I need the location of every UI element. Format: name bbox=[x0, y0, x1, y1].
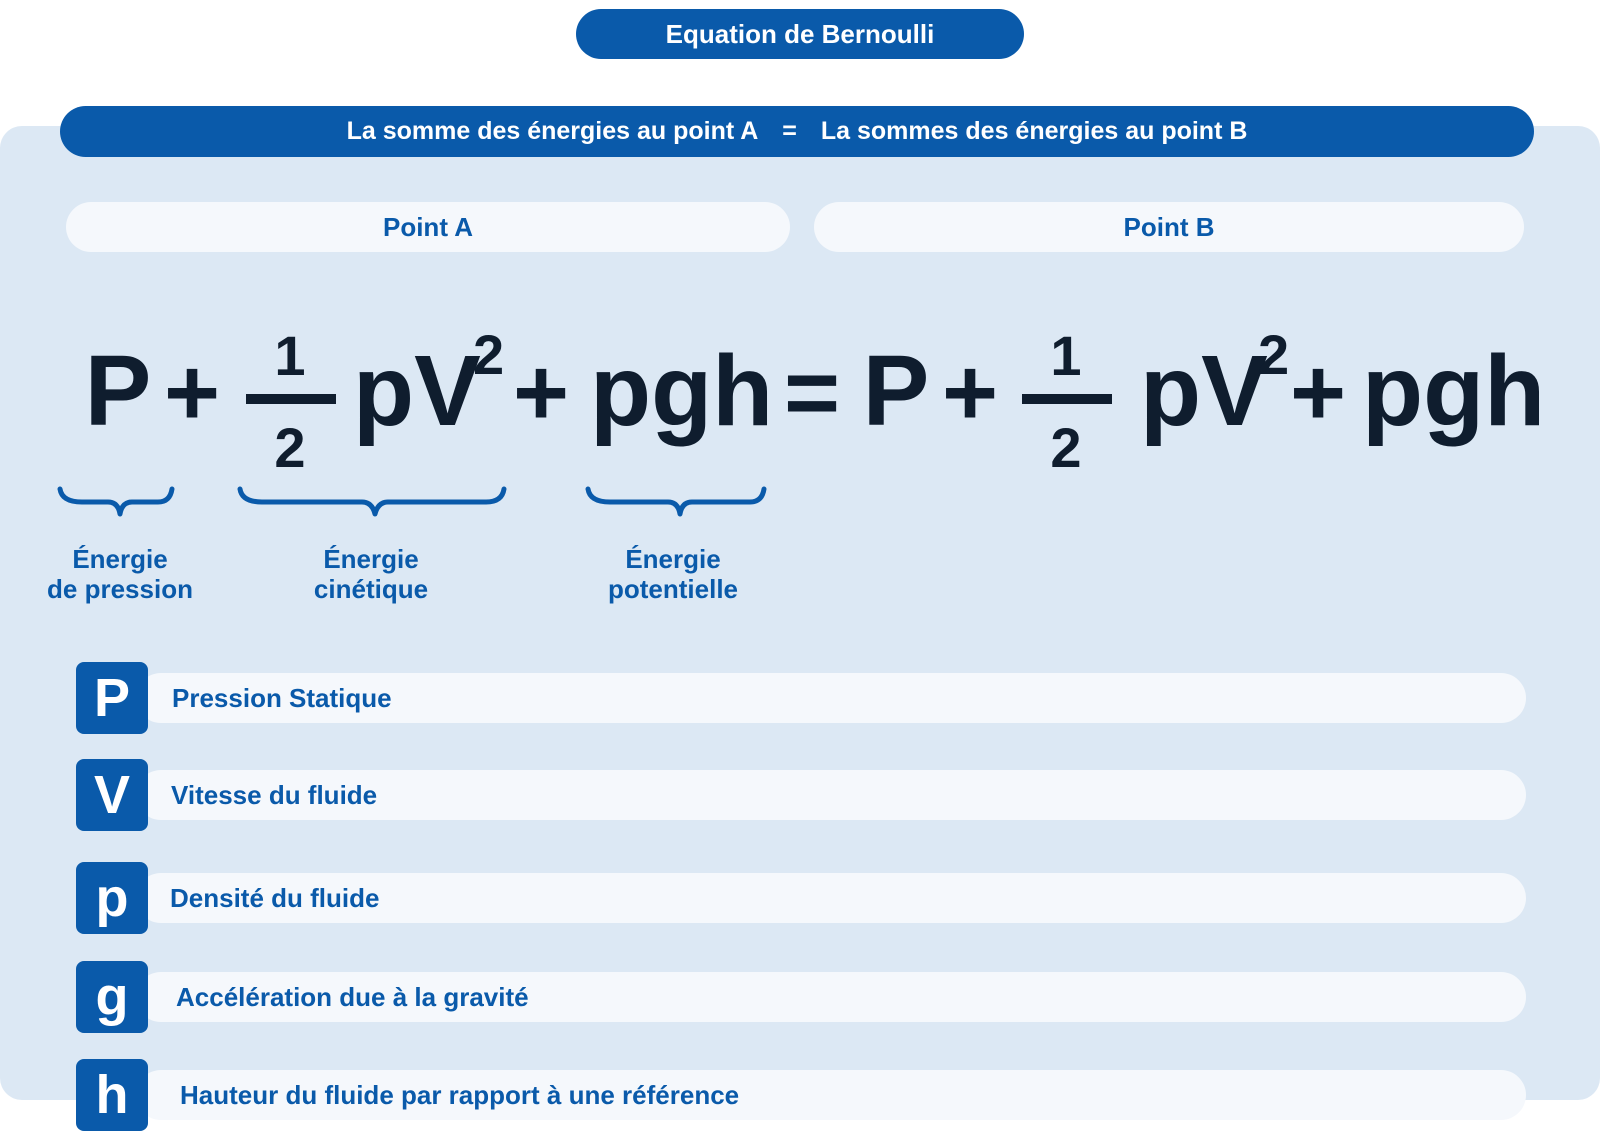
definition-text-pressure: Pression Statique bbox=[172, 682, 392, 713]
banner-equals-sign: = bbox=[782, 117, 797, 145]
fraction-bar bbox=[246, 394, 336, 404]
brace-kinetic-energy bbox=[240, 489, 504, 514]
definition-text-gravity: Accélération due à la gravité bbox=[176, 981, 529, 1012]
pressure-energy-label-line1: Énergie bbox=[72, 544, 168, 574]
plus-sign: + bbox=[512, 339, 570, 446]
term-pressure-b: P bbox=[862, 335, 930, 447]
kinetic-energy-label bbox=[271, 544, 471, 604]
definition-text-velocity: Vitesse du fluide bbox=[171, 779, 378, 810]
definition-text-density: Densité du fluide bbox=[170, 882, 380, 913]
kinetic-energy-label-line2: cinétique bbox=[313, 574, 429, 604]
symbol-badge-gravity: g bbox=[76, 961, 148, 1033]
term-velocity-a: pV bbox=[353, 335, 481, 447]
point-a-label: Point A bbox=[382, 211, 474, 242]
point-b-label: Point B bbox=[1123, 211, 1215, 242]
banner-right-text: La sommes des énergies au point B bbox=[820, 117, 1248, 145]
symbol-badge-density: p bbox=[76, 862, 148, 934]
fraction-denominator: 2 bbox=[274, 416, 306, 479]
definition-row-density bbox=[76, 862, 1526, 934]
fraction-denominator: 2 bbox=[1050, 416, 1082, 479]
symbol-badge-height: h bbox=[76, 1059, 148, 1131]
diagram-title-text: Equation de Bernoulli bbox=[665, 18, 935, 49]
definition-row-gravity bbox=[76, 961, 1526, 1033]
definition-text-height: Hauteur du fluide par rapport à une référence bbox=[180, 1079, 740, 1110]
potential-energy-label-line2: potentielle bbox=[607, 574, 738, 604]
term-pressure-a: P bbox=[84, 335, 152, 447]
brace-potential-energy bbox=[588, 489, 764, 514]
fraction-numerator: 1 bbox=[274, 324, 306, 387]
pressure-energy-label bbox=[20, 544, 220, 604]
brace-pressure-energy bbox=[60, 489, 172, 514]
fraction-numerator: 1 bbox=[1050, 324, 1082, 387]
exponent-square: 2 bbox=[1258, 323, 1290, 386]
symbol-badge-velocity: V bbox=[76, 759, 148, 831]
plus-sign: + bbox=[1289, 339, 1347, 446]
equals-sign: = bbox=[783, 339, 841, 446]
symbol-badge-pressure: P bbox=[76, 662, 148, 734]
potential-energy-label-line1: Énergie bbox=[625, 544, 721, 574]
definition-row-velocity bbox=[76, 759, 1526, 831]
term-height-a: pgh bbox=[590, 335, 774, 447]
pressure-energy-label-line2: de pression bbox=[47, 574, 193, 604]
banner-left-text: La somme des énergies au point A bbox=[346, 117, 759, 145]
exponent-square: 2 bbox=[473, 323, 505, 386]
definition-row-height bbox=[76, 1059, 1526, 1131]
plus-sign: + bbox=[163, 339, 221, 446]
kinetic-energy-label-line1: Énergie bbox=[323, 544, 419, 574]
fraction-bar bbox=[1022, 394, 1112, 404]
term-height-b: pgh bbox=[1362, 335, 1546, 447]
term-velocity-b: pV bbox=[1140, 335, 1268, 447]
plus-sign: + bbox=[941, 339, 999, 446]
definition-row-pressure bbox=[76, 662, 1526, 734]
potential-energy-label bbox=[573, 544, 773, 604]
